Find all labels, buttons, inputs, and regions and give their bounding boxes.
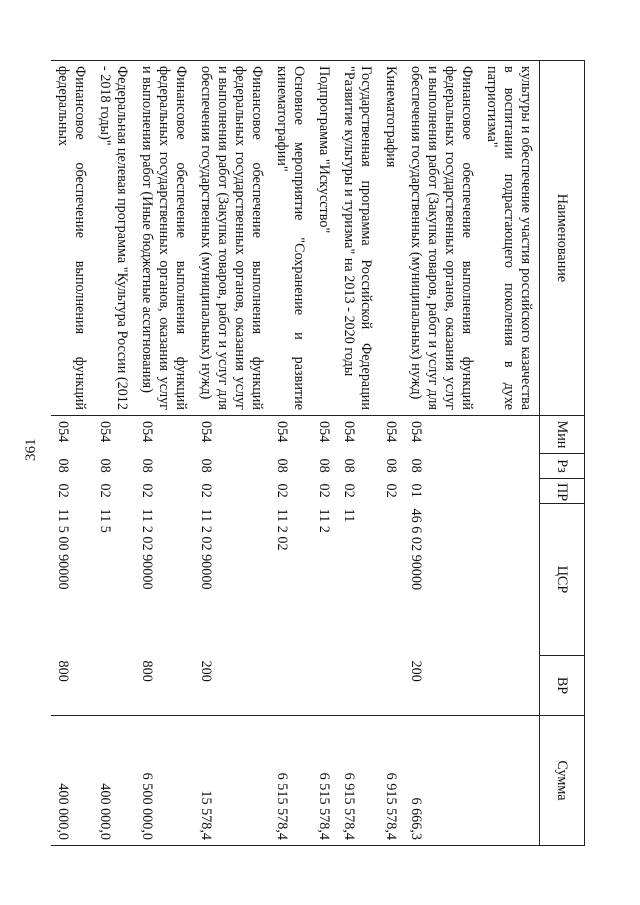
rotated-page-content xyxy=(55,60,585,845)
table-row xyxy=(404,61,480,846)
row-sum: 6 515 578,4 xyxy=(312,716,337,846)
row-pr xyxy=(480,479,540,504)
row-vr: 200 xyxy=(198,660,214,682)
row-name: культуры и обеспечение участия российского казачества в воспитании подрастающего поколения в духе патриотизма" xyxy=(480,61,540,416)
row-vr: 800 xyxy=(139,660,155,682)
row-sum: 6 666,3 xyxy=(404,716,480,846)
row-rz: 08 xyxy=(198,458,214,473)
row-min: 054 xyxy=(55,421,71,443)
row-sum: 15 578,4 xyxy=(194,716,270,846)
row-csr: 46 6 02 90000 xyxy=(408,508,424,591)
row-rz: 08 xyxy=(316,458,332,473)
row-vr: 800 xyxy=(55,660,71,682)
row-csr: 11 xyxy=(341,508,357,523)
row-name: Кинематография xyxy=(379,61,404,416)
row-rz: 08 xyxy=(97,458,113,473)
budget-table xyxy=(51,60,585,846)
row-csr: 11 2 xyxy=(316,508,332,533)
table-row xyxy=(93,61,135,846)
row-sum: 400 000,0 xyxy=(51,716,93,846)
row-pr: 01 xyxy=(408,483,424,498)
row-csr: 11 2 02 xyxy=(274,508,290,551)
row-name: Основное мероприятие "Сохранение и развитие кинематографии" xyxy=(270,61,312,416)
header-min: Мин xyxy=(540,416,585,454)
row-min: 054 xyxy=(274,421,290,443)
row-sum xyxy=(480,716,540,846)
page-number: 361 xyxy=(23,438,39,461)
table-header-row xyxy=(540,61,585,846)
table-row xyxy=(51,61,93,846)
row-csr: 11 5 00 90000 xyxy=(55,508,71,590)
row-rz: 08 xyxy=(55,458,71,473)
row-csr: 11 2 02 90000 xyxy=(198,508,214,590)
row-name: Подпрограмма "Искусство" xyxy=(312,61,337,416)
row-pr: 02 xyxy=(97,483,113,498)
row-vr xyxy=(337,656,379,716)
row-pr: 02 xyxy=(198,483,214,498)
row-sum: 6 915 578,4 xyxy=(379,716,404,846)
row-pr: 02 xyxy=(383,483,399,498)
header-pr: ПР xyxy=(540,479,585,504)
table-row xyxy=(337,61,379,846)
header-sum: Сумма xyxy=(540,716,585,846)
row-min: 054 xyxy=(408,421,424,443)
row-min: 054 xyxy=(139,421,155,443)
row-rz: 08 xyxy=(341,458,357,473)
row-rz: 08 xyxy=(408,458,424,473)
row-rz: 08 xyxy=(139,458,155,473)
row-name: Финансовое обеспечение выполнения функций федеральных государственных органов, оказания услуг и выполнения работ (Закупка товаров, работ и услуг для обеспечения государственных (муниципальных) нужд) xyxy=(404,61,480,416)
row-name: Федеральная целевая программа "Культура России (2012 - 2018 годы)" xyxy=(93,61,135,416)
row-min: 054 xyxy=(198,421,214,443)
row-pr: 02 xyxy=(316,483,332,498)
row-rz xyxy=(480,454,540,479)
table-row xyxy=(312,61,337,846)
row-pr: 02 xyxy=(139,483,155,498)
row-name: Финансовое обеспечение выполнения функций федеральных государственных органов, оказания услуг и выполнения работ (Иные бюджетные ассигнования) xyxy=(135,61,194,416)
row-rz: 08 xyxy=(383,458,399,473)
row-pr: 02 xyxy=(55,483,71,498)
row-min xyxy=(480,416,540,454)
row-min: 054 xyxy=(341,421,357,443)
header-rz: Рз xyxy=(540,454,585,479)
row-vr xyxy=(270,656,312,716)
row-vr xyxy=(93,656,135,716)
row-sum: 6 915 578,4 xyxy=(337,716,379,846)
table-row xyxy=(270,61,312,846)
row-vr xyxy=(312,656,337,716)
table-row xyxy=(379,61,404,846)
row-min: 054 xyxy=(97,421,113,443)
row-csr xyxy=(379,504,404,656)
row-csr xyxy=(480,504,540,656)
table-row xyxy=(480,61,540,846)
row-rz: 08 xyxy=(274,458,290,473)
row-sum: 6 500 000,0 xyxy=(135,716,194,846)
row-min: 054 xyxy=(383,421,399,443)
row-pr: 02 xyxy=(341,483,357,498)
row-vr: 200 xyxy=(408,660,424,682)
table-row xyxy=(135,61,194,846)
header-name: Наименование xyxy=(540,61,585,416)
row-name: Финансовое обеспечение выполнения функций федеральных xyxy=(51,61,93,416)
row-pr: 02 xyxy=(274,483,290,498)
header-vr: ВР xyxy=(540,656,585,716)
row-sum: 6 515 578,4 xyxy=(270,716,312,846)
row-name: Государственная программа Российской Федерации "Развитие культуры и туризма" на 2013 - 2020 годы xyxy=(337,61,379,416)
row-csr: 11 2 02 90000 xyxy=(139,508,155,590)
row-vr xyxy=(480,656,540,716)
table-row xyxy=(194,61,270,846)
row-vr xyxy=(379,656,404,716)
row-name: Финансовое обеспечение выполнения функций федеральных государственных органов, оказания услуг и выполнения работ (Закупка товаров, работ и услуг для обеспечения государственных (муниципальных) нужд) xyxy=(194,61,270,416)
row-sum: 400 000,0 xyxy=(93,716,135,846)
row-csr: 11 5 xyxy=(97,508,113,533)
row-min: 054 xyxy=(316,421,332,443)
header-csr: ЦСР xyxy=(540,504,585,656)
